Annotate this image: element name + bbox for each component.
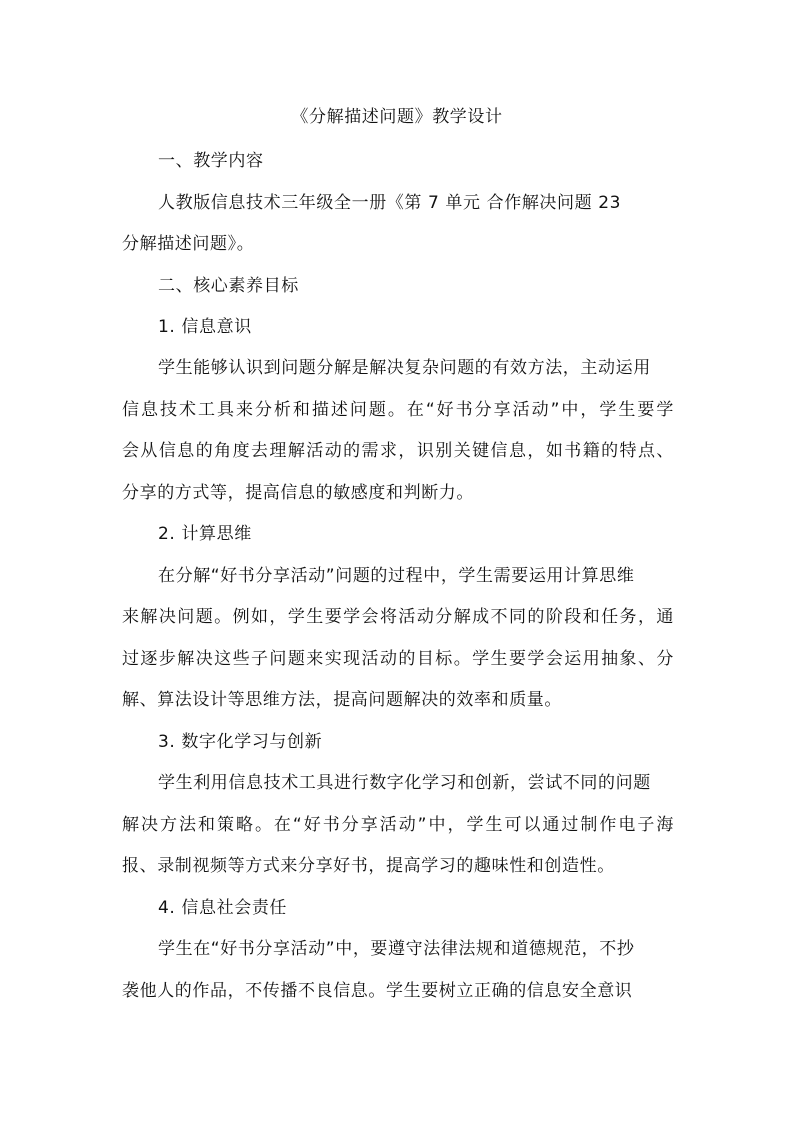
goal-heading-2: 2. 计算思维 [158, 524, 252, 544]
section-heading-goals: 二、核心素养目标 [158, 276, 299, 296]
goal-heading-3: 3. 数字化学习与创新 [158, 732, 323, 752]
goal-heading-4: 4. 信息社会责任 [158, 898, 288, 918]
document-title: 《分解描述问题》教学设计 [291, 107, 503, 127]
goal-3-line-3: 报、录制视频等方式来分享好书，提高学习的趣味性和创造性。 [122, 856, 615, 876]
goal-2-line-2: 来解决问题。例如，学生要学会将活动分解成不同的阶段和任务，通 [122, 607, 674, 627]
goal-1-line-3: 会从信息的角度去理解活动的需求，识别关键信息，如书籍的特点、 [122, 441, 674, 461]
goal-2-line-4: 解、算法设计等思维方法，提高问题解决的效率和质量。 [122, 690, 562, 710]
goal-1-line-1: 学生能够认识到问题分解是解决复杂问题的有效方法，主动运用 [158, 358, 651, 378]
content-line-2: 分解描述问题》。 [122, 234, 255, 254]
goal-3-line-1: 学生利用信息技术工具进行数字化学习和创新，尝试不同的问题 [158, 773, 651, 793]
goal-2-line-1: 在分解“好书分享活动”问题的过程中，学生需要运用计算思维 [158, 566, 635, 586]
goal-heading-1: 1. 信息意识 [158, 317, 252, 337]
goal-1-line-2: 信息技术工具来分析和描述问题。在“好书分享活动”中，学生要学 [122, 400, 674, 420]
goal-1-line-4: 分享的方式等，提高信息的敏感度和判断力。 [122, 483, 474, 503]
goal-4-line-2: 袭他人的作品，不传播不良信息。学生要树立正确的信息安全意识 [122, 981, 633, 1001]
content-line-1: 人教版信息技术三年级全一册《第 7 单元 合作解决问题 23 [158, 193, 622, 213]
section-heading-content: 一、教学内容 [158, 151, 264, 171]
goal-4-line-1: 学生在“好书分享活动”中，要遵守法律法规和道德规范，不抄 [158, 939, 635, 959]
goal-3-line-2: 解决方法和策略。在“好书分享活动”中，学生可以通过制作电子海 [122, 815, 674, 835]
goal-2-line-3: 过逐步解决这些子问题来实现活动的目标。学生要学会运用抽象、分 [122, 649, 674, 669]
